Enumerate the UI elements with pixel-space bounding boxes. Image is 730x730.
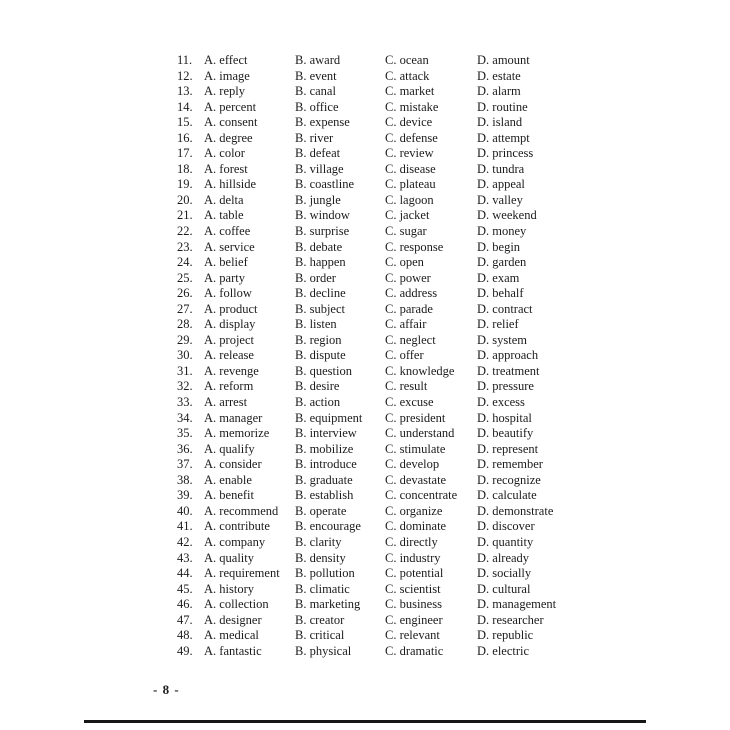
option-b: B. creator [295, 612, 345, 627]
option-c: C. review [385, 146, 434, 161]
bottom-divider [84, 720, 646, 723]
question-number: 31. [177, 363, 193, 378]
question-row [177, 411, 597, 427]
option-b: B. happen [295, 255, 346, 270]
question-row [177, 535, 597, 551]
question-row [177, 333, 597, 349]
option-c: C. defense [385, 130, 438, 145]
option-c: C. neglect [385, 332, 436, 347]
question-number: 43. [177, 550, 193, 565]
option-b: B. mobilize [295, 441, 354, 456]
option-a: A. designer [204, 612, 262, 627]
option-b: B. expense [295, 115, 350, 130]
option-b: B. office [295, 99, 339, 114]
option-a: A. display [204, 317, 256, 332]
option-c: C. president [385, 410, 446, 425]
option-c: C. directly [385, 534, 438, 549]
option-a: A. hillside [204, 177, 257, 192]
option-a: A. memorize [204, 426, 270, 441]
option-d: D. recognize [477, 472, 541, 487]
question-number: 37. [177, 457, 193, 472]
option-d: D. excess [477, 395, 525, 410]
option-c: C. power [385, 270, 431, 285]
question-row [177, 504, 597, 520]
option-a: A. delta [204, 192, 244, 207]
option-d: D. management [477, 597, 557, 612]
question-row [177, 162, 597, 178]
option-d: D. garden [477, 255, 527, 270]
option-d: D. behalf [477, 286, 524, 301]
option-c: C. engineer [385, 612, 443, 627]
question-number: 12. [177, 68, 193, 83]
option-d: D. represent [477, 441, 539, 456]
option-a: A. release [204, 348, 254, 363]
option-d: D. appeal [477, 177, 525, 192]
option-a: A. follow [204, 286, 252, 301]
option-a: A. medical [204, 628, 259, 643]
option-b: B. jungle [295, 192, 341, 207]
option-b: B. coastline [295, 177, 355, 192]
question-row [177, 193, 597, 209]
option-a: A. company [204, 534, 266, 549]
option-c: C. ocean [385, 53, 429, 67]
option-a: A. product [204, 301, 258, 316]
option-d: D. relief [477, 317, 519, 332]
question-number: 27. [177, 301, 193, 316]
option-c: C. offer [385, 348, 424, 363]
option-a: A. history [204, 581, 254, 596]
option-c: C. develop [385, 457, 440, 472]
option-b: B. encourage [295, 519, 361, 534]
question-row [177, 115, 597, 131]
question-number: 29. [177, 332, 193, 347]
question-row [177, 146, 597, 162]
option-d: D. amount [477, 53, 530, 67]
option-d: D. beautify [477, 426, 534, 441]
option-b: B. action [295, 395, 341, 410]
option-c: C. market [385, 84, 435, 99]
option-c: C. scientist [385, 581, 441, 596]
option-d: D. attempt [477, 130, 530, 145]
question-number: 26. [177, 286, 193, 301]
option-d: D. valley [477, 192, 523, 207]
option-d: D. princess [477, 146, 534, 161]
question-number: 23. [177, 239, 193, 254]
option-a: A. color [204, 146, 245, 161]
option-a: A. manager [204, 410, 263, 425]
option-a: A. forest [204, 161, 248, 176]
option-c: C. concentrate [385, 488, 458, 503]
question-number: 17. [177, 146, 193, 161]
option-a: A. table [204, 208, 244, 223]
question-row [177, 628, 597, 644]
option-b: B. region [295, 332, 342, 347]
option-b: B. equipment [295, 410, 363, 425]
option-b: B. dispute [295, 348, 346, 363]
option-a: A. reform [204, 379, 254, 394]
question-row [177, 131, 597, 147]
option-c: C. understand [385, 426, 455, 441]
option-a: A. collection [204, 597, 269, 612]
question-number: 38. [177, 472, 193, 487]
option-b: B. order [295, 270, 336, 285]
question-row [177, 519, 597, 535]
question-row [177, 395, 597, 411]
option-c: C. open [385, 255, 424, 270]
question-row [177, 364, 597, 380]
option-a: A. quality [204, 550, 254, 565]
option-b: B. decline [295, 286, 346, 301]
question-number: 11. [177, 53, 193, 67]
option-b: B. establish [295, 488, 354, 503]
question-number: 32. [177, 379, 193, 394]
option-b: B. village [295, 161, 344, 176]
option-d: D. weekend [477, 208, 537, 223]
question-number: 35. [177, 426, 193, 441]
question-row [177, 84, 597, 100]
option-b: B. interview [295, 426, 357, 441]
question-row [177, 100, 597, 116]
question-number: 40. [177, 503, 193, 518]
option-b: B. introduce [295, 457, 357, 472]
option-b: B. pollution [295, 566, 355, 581]
question-number: 48. [177, 628, 193, 643]
option-c: C. excuse [385, 395, 434, 410]
option-d: D. quantity [477, 534, 534, 549]
question-list [177, 53, 597, 659]
option-b: B. question [295, 363, 352, 378]
option-b: B. defeat [295, 146, 341, 161]
question-row [177, 426, 597, 442]
option-c: C. relevant [385, 628, 440, 643]
question-row [177, 442, 597, 458]
option-b: B. event [295, 68, 337, 83]
question-number: 19. [177, 177, 193, 192]
option-a: A. revenge [204, 363, 259, 378]
option-a: A. degree [204, 130, 253, 145]
option-d: D. electric [477, 643, 530, 658]
question-number: 24. [177, 255, 193, 270]
option-d: D. pressure [477, 379, 534, 394]
option-b: B. window [295, 208, 350, 223]
option-d: D. tundra [477, 161, 525, 176]
question-number: 45. [177, 581, 193, 596]
option-c: C. industry [385, 550, 441, 565]
option-a: A. coffee [204, 224, 251, 239]
question-number: 44. [177, 566, 193, 581]
option-b: B. subject [295, 301, 345, 316]
question-row [177, 53, 597, 69]
option-c: C. plateau [385, 177, 436, 192]
option-d: D. alarm [477, 84, 521, 99]
question-number: 28. [177, 317, 193, 332]
question-row [177, 69, 597, 85]
option-b: B. climatic [295, 581, 350, 596]
option-d: D. island [477, 115, 523, 130]
option-c: C. jacket [385, 208, 430, 223]
option-b: B. critical [295, 628, 345, 643]
option-d: D. republic [477, 628, 534, 643]
option-a: A. party [204, 270, 245, 285]
option-a: A. service [204, 239, 255, 254]
question-number: 33. [177, 395, 193, 410]
option-a: A. benefit [204, 488, 254, 503]
option-d: D. begin [477, 239, 521, 254]
page-number: - 8 - [153, 682, 180, 697]
question-number: 18. [177, 161, 193, 176]
option-a: A. recommend [204, 503, 279, 518]
option-a: A. consider [204, 457, 262, 472]
option-d: D. discover [477, 519, 535, 534]
question-row [177, 473, 597, 489]
option-b: B. graduate [295, 472, 353, 487]
question-row [177, 457, 597, 473]
option-b: B. surprise [295, 224, 350, 239]
question-row [177, 582, 597, 598]
option-d: D. cultural [477, 581, 531, 596]
question-row [177, 597, 597, 613]
option-c: C. dominate [385, 519, 447, 534]
option-d: D. contract [477, 301, 533, 316]
question-row [177, 551, 597, 567]
option-c: C. affair [385, 317, 427, 332]
option-b: B. river [295, 130, 334, 145]
option-c: C. devastate [385, 472, 447, 487]
option-b: B. desire [295, 379, 340, 394]
option-d: D. approach [477, 348, 539, 363]
question-row [177, 255, 597, 271]
question-number: 25. [177, 270, 193, 285]
option-d: D. money [477, 224, 527, 239]
option-b: B. canal [295, 84, 336, 99]
question-row [177, 348, 597, 364]
question-number: 21. [177, 208, 193, 223]
question-number: 13. [177, 84, 193, 99]
question-number: 49. [177, 643, 193, 658]
option-d: D. exam [477, 270, 520, 285]
option-b: B. clarity [295, 534, 342, 549]
option-c: C. parade [385, 301, 433, 316]
option-d: D. remember [477, 457, 543, 472]
option-c: C. result [385, 379, 428, 394]
question-number: 15. [177, 115, 193, 130]
question-number: 46. [177, 597, 193, 612]
option-b: B. density [295, 550, 346, 565]
question-row [177, 224, 597, 240]
option-b: B. operate [295, 503, 347, 518]
question-row [177, 566, 597, 582]
question-number: 22. [177, 224, 193, 239]
option-b: B. physical [295, 643, 352, 658]
question-number: 30. [177, 348, 193, 363]
option-c: C. address [385, 286, 438, 301]
option-b: B. listen [295, 317, 337, 332]
option-c: C. sugar [385, 224, 427, 239]
question-row [177, 317, 597, 333]
option-a: A. qualify [204, 441, 255, 456]
option-a: A. effect [204, 53, 248, 67]
option-a: A. consent [204, 115, 258, 130]
question-number: 36. [177, 441, 193, 456]
option-c: C. knowledge [385, 363, 455, 378]
question-number: 42. [177, 534, 193, 549]
question-number: 34. [177, 410, 193, 425]
option-a: A. reply [204, 84, 245, 99]
option-a: A. fantastic [204, 643, 262, 658]
option-c: C. organize [385, 503, 443, 518]
option-a: A. image [204, 68, 250, 83]
option-b: B. marketing [295, 597, 361, 612]
option-d: D. calculate [477, 488, 537, 503]
option-c: C. disease [385, 161, 436, 176]
question-row [177, 286, 597, 302]
question-number: 41. [177, 519, 193, 534]
option-a: A. contribute [204, 519, 270, 534]
option-a: A. project [204, 332, 254, 347]
option-c: C. dramatic [385, 643, 444, 658]
question-row [177, 208, 597, 224]
question-row [177, 488, 597, 504]
option-d: D. estate [477, 68, 521, 83]
option-c: C. device [385, 115, 433, 130]
option-d: D. routine [477, 99, 528, 114]
option-d: D. socially [477, 566, 532, 581]
question-number: 16. [177, 130, 193, 145]
option-d: D. hospital [477, 410, 532, 425]
question-row [177, 379, 597, 395]
question-row [177, 271, 597, 287]
option-d: D. demonstrate [477, 503, 554, 518]
option-d: D. researcher [477, 612, 544, 627]
option-c: C. attack [385, 68, 430, 83]
option-c: C. potential [385, 566, 444, 581]
option-c: C. response [385, 239, 444, 254]
option-d: D. treatment [477, 363, 540, 378]
option-a: A. belief [204, 255, 248, 270]
question-row [177, 302, 597, 318]
question-number: 14. [177, 99, 193, 114]
option-a: A. percent [204, 99, 257, 114]
option-c: C. lagoon [385, 192, 434, 207]
question-number: 20. [177, 192, 193, 207]
option-c: C. business [385, 597, 442, 612]
option-c: C. mistake [385, 99, 439, 114]
question-row [177, 240, 597, 256]
question-row [177, 644, 597, 660]
question-row [177, 613, 597, 629]
option-b: B. award [295, 53, 341, 67]
option-a: A. requirement [204, 566, 280, 581]
option-c: C. stimulate [385, 441, 446, 456]
option-a: A. enable [204, 472, 252, 487]
option-b: B. debate [295, 239, 343, 254]
option-a: A. arrest [204, 395, 248, 410]
option-d: D. system [477, 332, 527, 347]
option-d: D. already [477, 550, 530, 565]
question-number: 47. [177, 612, 193, 627]
question-number: 39. [177, 488, 193, 503]
question-row [177, 177, 597, 193]
